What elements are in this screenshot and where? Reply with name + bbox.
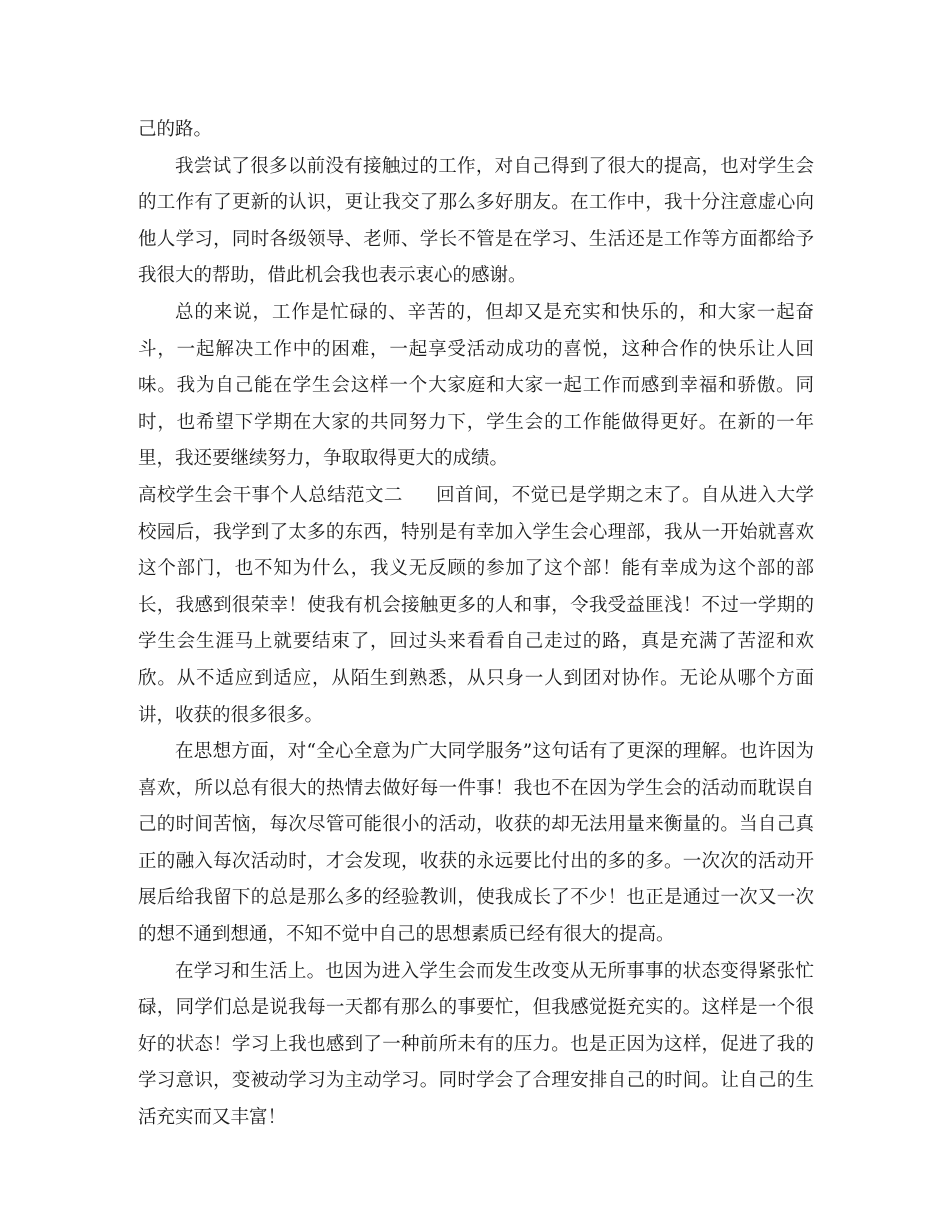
paragraph-thought: 在思想方面，对“全心全意为广大同学服务”这句话有了更深的理解。也许因为喜欢，所以总有很大的热情去做好每一件事！我也不在因为学生会的活动而耽误自己的时间苦恼，每次尽管可能很小的活动，收获的却无法用量来衡量的。当自己真正的融入每次活动时，才会发现，收获的永远要比付出的多的多。一次次的活动开展后给我留下的总是那么多的经验教训，使我成长了不少！也正是通过一次又一次的想不通到想通，不知不觉中自己的思想素质已经有很大的提高。: [138, 741, 814, 946]
paragraph-section-two: [138, 478, 814, 734]
section-first-paragraph: 回首间，不觉已是学期之末了。自从进入大学校园后，我学到了太多的东西，特别是有幸加入学生会心理部，我从一开始就喜欢这个部门，也不知为什么，我义无反顾的参加了这个部！能有幸成为这个部的部长，我感到很荣幸！使我有机会接触更多的人和事，令我受益匪浅！不过一学期的学生会生涯马上就要结束了，回过头来看看自己走过的路，真是充满了苦涩和欢欣。从不适应到适应，从陌生到熟悉，从只身一人到团对协作。无论从哪个方面讲，收获的很多很多。: [138, 484, 814, 726]
document-page: [138, 112, 814, 1137]
paragraph-work-experience: 我尝试了很多以前没有接触过的工作，对自己得到了很大的提高，也对学生会的工作有了更新的认识，更让我交了那么多好朋友。在工作中，我十分注意虚心向他人学习，同时各级领导、老师、学长不管是在学习、生活还是工作等方面都给予我很大的帮助，借此机会我也表示衷心的感谢。: [138, 155, 814, 287]
paragraph-continuation: 己的路。: [138, 119, 213, 140]
paragraph-summary: 总的来说，工作是忙碌的、辛苦的，但却又是充实和快乐的，和大家一起奋斗，一起解决工作中的困难，一起享受活动成功的喜悦，这种合作的快乐让人回味。我为自己能在学生会这样一个大家庭和大家一起工作而感到幸福和骄傲。同时，也希望下学期在大家的共同努力下，学生会的工作能做得更好。在新的一年里，我还要继续努力，争取取得更大的成绩。: [138, 301, 814, 470]
section-title: 高校学生会干事个人总结范文二: [138, 484, 403, 506]
paragraph-study-life: 在学习和生活上。也因为进入学生会而发生改变从无所事事的状态变得紧张忙碌，同学们总是说我每一天都有那么的事要忙，但我感觉挺充实的。这样是一个很好的状态！学习上我也感到了一种前所未有的压力。也是正因为这样，促进了我的学习意识，变被动学习为主动学习。同时学会了合理安排自己的时间。让自己的生活充实而又丰富！: [138, 960, 814, 1129]
